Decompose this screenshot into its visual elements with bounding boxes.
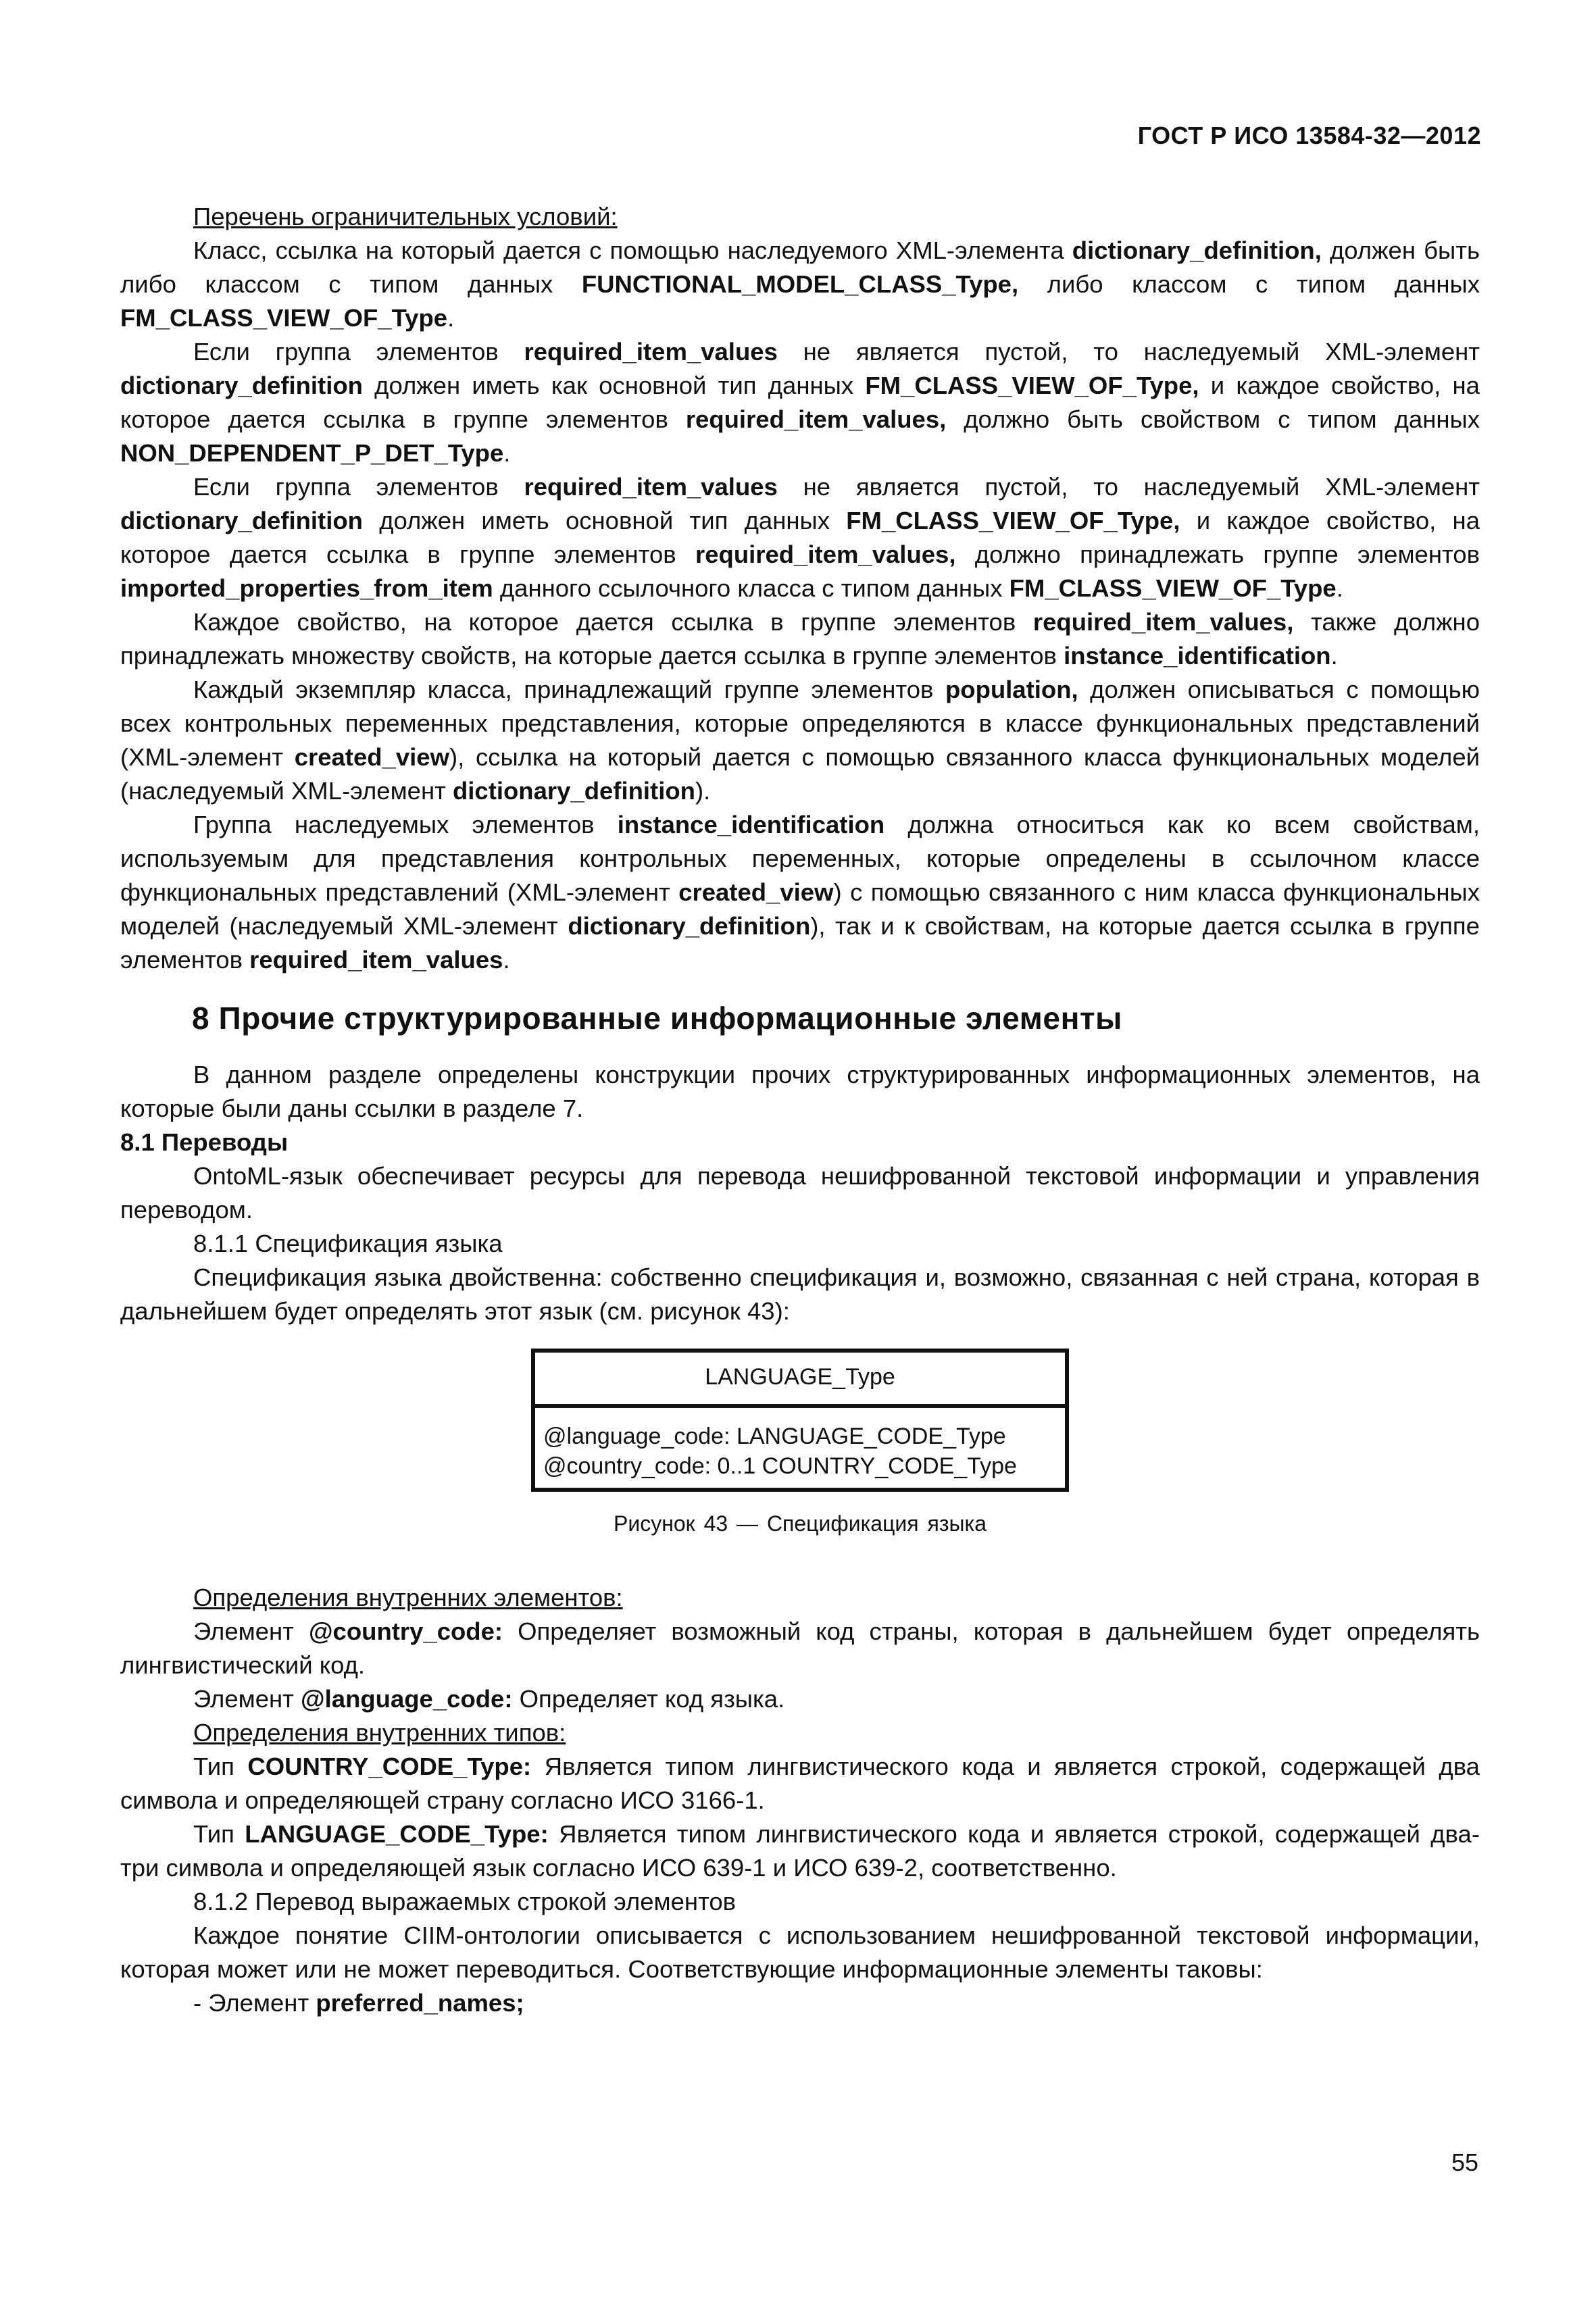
diagram-attribute-language-code: @language_code: LANGUAGE_CODE_Type: [543, 1424, 1006, 1449]
constraint-paragraph-6: Группа наследуемых элементов instance_identification должна относиться как ко всем свойствам, используемым для представления контрольных переменных, которые определены в ссылочном классе функциональных представлений (XML-элемент created_view) с помощью связанного с ним класса функциональных моделей (наследуемый XML-элемент dictionary_definition), так и к свойствам, на которые дается ссылка в группе элементов required_item_values.: [120, 811, 1480, 974]
element-definitions-heading: Определения внутренних элементов:: [193, 1584, 623, 1611]
diagram-attributes: [535, 1408, 1065, 1488]
type-definition-language-code: Тип LANGUAGE_CODE_Type: Является типом лингвистического кода и является строкой, содержащей два-три символа и определяющей язык согласно ИСО 639-1 и ИСО 639-2, соответственно.: [120, 1820, 1480, 1882]
constraint-paragraph-5: Каждый экземпляр класса, принадлежащий группе элементов population, должен описываться с помощью всех контрольных переменных представления, которые определяются в классе функциональных представлений (XML-элемент created_view), ссылка на который дается с помощью связанного класса функциональных моделей (наследуемый XML-элемент dictionary_definition).: [120, 676, 1480, 805]
section-8-1-2-heading: 8.1.2 Перевод выражаемых строкой элементов: [193, 1888, 737, 1915]
figure-caption: Рисунок 43 — Спецификация языка: [613, 1511, 987, 1536]
section-8-1-1-heading: 8.1.1 Спецификация языка: [193, 1230, 503, 1257]
diagram-attribute-country-code: @country_code: 0..1 COUNTRY_CODE_Type: [543, 1453, 1017, 1479]
section-8-1-heading: 8.1 Переводы: [120, 1128, 289, 1156]
section-8-heading: 8 Прочие структурированные информационные элементы: [192, 1001, 1122, 1036]
section-8-1-1-text: Спецификация языка двойственна: собственно спецификация и, возможно, связанная с ней страна, которая в дальнейшем будет определять этот язык (см. рисунок 43):: [120, 1263, 1480, 1325]
page-number: 55: [1451, 2148, 1478, 2176]
page-content: [120, 200, 1480, 2020]
constraint-paragraph-2: Если группа элементов required_item_values не является пустой, то наследуемый XML-элемент dictionary_definition должен иметь как основной тип данных FM_CLASS_VIEW_OF_Type, и каждое свойство, на которое дается ссылка в группе элементов required_item_values, должно быть свойством с типом данных NON_DEPENDENT_P_DET_Type.: [120, 338, 1480, 467]
list-item-preferred-names: - Элемент preferred_names;: [193, 1989, 524, 2017]
constraint-paragraph-1: Класс, ссылка на который дается с помощью наследуемого XML-элемента dictionary_definition, должен быть либо классом с типом данных FUNCTIONAL_MODEL_CLASS_Type, либо классом с типом данных FM_CLASS_VIEW_OF_Type.: [120, 236, 1480, 332]
section-8-intro: В данном разделе определены конструкции прочих структурированных информационных элементов, на которые были даны ссылки в разделе 7.: [120, 1061, 1480, 1122]
section-8-1-2-text: Каждое понятие CIIM-онтологии описывается с использованием нешифрованной текстовой информации, которая может или не может переводиться. Соответствующие информационные элементы таковы:: [120, 1921, 1480, 1983]
type-definitions-heading: Определения внутренних типов:: [193, 1719, 566, 1746]
type-definition-country-code: Тип COUNTRY_CODE_Type: Является типом лингвистического кода и является строкой, содержащей два символа и определяющей страну согласно ИСО 3166-1.: [120, 1753, 1480, 1814]
element-definition-language-code: Элемент @language_code: Определяет код языка.: [193, 1685, 785, 1713]
language-type-class-diagram: [531, 1349, 1069, 1492]
constraint-paragraph-3: Если группа элементов required_item_values не является пустой, то наследуемый XML-элемент dictionary_definition должен иметь основной тип данных FM_CLASS_VIEW_OF_Type, и каждое свойство, на которое дается ссылка в группе элементов required_item_values, должно принадлежать группе элементов imported_properties_from_item данного ссылочного класса с типом данных FM_CLASS_VIEW_OF_Type.: [120, 473, 1480, 602]
element-definition-country-code: Элемент @country_code: Определяет возможный код страны, которая в дальнейшем будет определять лингвистический код.: [120, 1617, 1480, 1679]
section-8-1-text: OntoML-язык обеспечивает ресурсы для перевода нешифрованной текстовой информации и управления переводом.: [120, 1162, 1480, 1224]
constraints-heading: Перечень ограничительных условий:: [193, 203, 618, 230]
diagram-class-name: LANGUAGE_Type: [535, 1353, 1065, 1408]
constraint-paragraph-4: Каждое свойство, на которое дается ссылка в группе элементов required_item_values, также должно принадлежать множеству свойств, на которые дается ссылка в группе элементов instance_identification.: [120, 608, 1480, 670]
document-header: ГОСТ Р ИСО 13584-32—2012: [1137, 122, 1481, 149]
